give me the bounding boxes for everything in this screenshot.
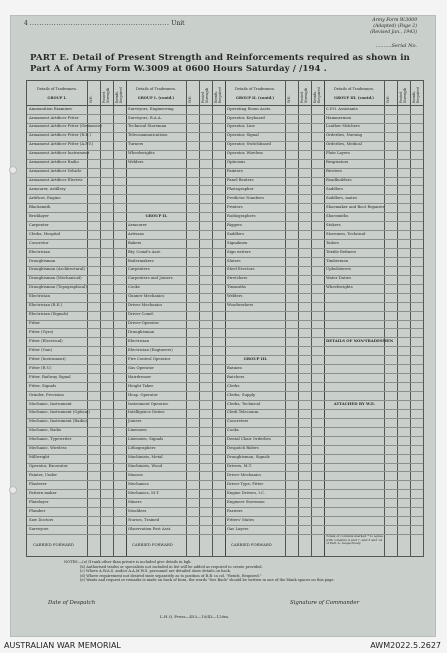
tradesman-entry: Cooks: [227, 427, 239, 433]
table-row: [324, 409, 423, 410]
tradesman-entry: Sign writers: [227, 248, 251, 254]
table-row: [324, 498, 423, 499]
punch-hole-top: [9, 166, 17, 174]
tradesman-entry: ATTACHED BY W.E.: [333, 400, 376, 406]
tradesman-entry: Wheelwrights: [326, 284, 353, 290]
tradesman-entry: Bakers: [128, 239, 142, 245]
tradesman-entry: Operator, Signal: [227, 132, 259, 138]
table-row: [324, 454, 423, 455]
subcolumn-divider: [186, 81, 187, 556]
tradesman-entry: Bty. Comd's Asst.: [128, 248, 162, 254]
tradesman-entry: Machinists, Metal: [128, 454, 163, 460]
tradesman-entry: Joiners: [128, 418, 142, 424]
tradesman-entry: Concretor: [29, 239, 49, 245]
tradesman-entry: Saddlers, mates: [326, 194, 357, 200]
subcolumn-header: Reinfs. Required: [214, 87, 222, 103]
column-group: GROUP I. (contd.): [137, 96, 175, 100]
tradesman-entry: Armament Artificer Vehicle: [29, 168, 82, 174]
table-row: [324, 516, 423, 517]
tradesman-entry: Operator, Wireless: [227, 150, 263, 156]
unit-mark: 4: [24, 20, 28, 27]
tradesman-entry: Armament Artificer Instrument: [29, 150, 90, 156]
archive-caption-left: AUSTRALIAN WAR MEMORIAL: [4, 641, 121, 650]
tradesman-entry: Steel Erectors: [227, 266, 255, 272]
subcolumn-divider: [384, 81, 385, 556]
table-row: [324, 463, 423, 464]
table-row: [324, 525, 423, 526]
tradesman-entry: Stokers: [326, 221, 341, 227]
tradesman-entry: Masons: [128, 472, 143, 478]
title-line-1: PART E. Detail of Present Strength and Reinforcements required as shown in: [30, 53, 410, 63]
block-divider: [324, 81, 325, 556]
tradesman-entry: Fitter (Gun): [29, 346, 53, 352]
punch-hole-bottom: [9, 486, 17, 494]
tradesman-entry: Operator, Excavator: [29, 463, 68, 469]
carried-forward-label: CARRIED FORWARD: [132, 542, 173, 547]
subcolumn-header: Reinfs. Required: [412, 87, 420, 103]
tradesman-entry: Stretchers: [227, 275, 248, 281]
column-heading: Details of Tradesmen.: [36, 87, 78, 91]
tradesman-entry: Driver-Operator: [128, 320, 160, 326]
tradesman-entry: Linesmen, Signals: [128, 436, 164, 442]
table-row: [126, 168, 225, 169]
table-row: [324, 418, 423, 419]
tradesman-entry: Mechanic, Instrument: [29, 400, 72, 406]
table-row: [126, 203, 225, 204]
tradesman-entry: Riggers: [227, 221, 242, 227]
table-row: [126, 185, 225, 186]
tradesman-entry: Concreters: [227, 418, 249, 424]
subcolumn-header: Posted Strength: [399, 87, 407, 103]
tradesman-entry: Roadbuilders: [326, 177, 352, 183]
tradesman-entry: Upholsterers: [326, 266, 352, 272]
tradesman-entry: Orderlies, Medical: [326, 141, 362, 147]
tradesman-entry: GROUP II.: [145, 212, 168, 218]
tradesman-entry: Gas Layers: [227, 525, 249, 531]
subcolumn-header: Posted Strength: [102, 87, 110, 103]
tradesman-entry: Draughtsman (Mechanical): [29, 275, 82, 281]
column-heading: Details of Tradesmen.: [135, 87, 177, 91]
tradesman-entry: GROUP III.: [243, 355, 268, 361]
form-id-line: (Revised Jan., 1943): [370, 30, 417, 35]
subcolumn-header: Posted Strength: [300, 87, 308, 103]
table-row: [324, 302, 423, 303]
column-heading: Details of Tradesmen.: [333, 87, 375, 91]
notes-block: [64, 560, 394, 583]
tradesman-entry: Draughtsman, Signals: [227, 454, 270, 460]
tradesman-entry: Electrician: [29, 248, 50, 254]
tradesman-entry: Operator, Switchboard: [227, 141, 271, 147]
tradesman-entry: Armourer: [128, 221, 147, 227]
subcolumn-header: Posted Strength: [201, 87, 209, 103]
tradesman-entry: Water Duties: [326, 275, 352, 281]
subcolumn-divider: [298, 81, 299, 556]
tradesman-entry: Gas Operator: [128, 364, 154, 370]
subcolumn-divider: [410, 81, 411, 556]
subcolumn-header: W.E.: [89, 95, 93, 103]
tradesman-entry: Printers: [227, 203, 243, 209]
tradesman-entry: Draughtsman (Topographical): [29, 284, 87, 290]
tradesman-entry: Electrician (Signals): [29, 311, 69, 317]
subcolumn-divider: [212, 81, 213, 556]
archive-caption-right: AWM2022.5.2627: [370, 641, 441, 650]
press-imprint: L.H.Q. Press—453—10/43—120m.: [160, 614, 230, 619]
tradesman-entry: Intelligence Duties: [128, 409, 165, 415]
table-row: [324, 471, 423, 472]
table-row: [27, 534, 126, 535]
tradesman-entry: Wheelwrights: [128, 150, 155, 156]
tradesman-entry: Textile Refiners: [326, 248, 357, 254]
note-line: (e) Wants and request or remarks is made on back of form, the words "See Back" should be written in one of the blank spaces on this page.: [80, 578, 335, 583]
table-row: [324, 507, 423, 508]
tradesman-entry: Fitter (Electrical): [29, 337, 63, 343]
table-row: [324, 328, 423, 329]
tradesman-entry: Electrician (R.E.): [29, 302, 63, 308]
tradesman-entry: Slaters: [227, 257, 241, 263]
tradesman-entry: Electrician (Engineers): [128, 346, 173, 352]
tradesman-entry: Blacksmith: [29, 203, 51, 209]
tradesman-entry: Artisans: [128, 230, 144, 236]
tradesman-entry: Nurses, Trained: [128, 516, 160, 522]
column-heading: Details of Tradesmen.: [234, 87, 276, 91]
tradesman-entry: Armourer, Artillery: [29, 186, 66, 192]
tradesman-entry: DETAILS OF NON-TRADESMEN: [326, 337, 394, 343]
tradesman-entry: Moulders: [128, 507, 147, 513]
note-line: (c) Where A.W.A.S. and/or A.A.M.W.S. personnel are detailed show details on back.: [80, 569, 231, 574]
tradesman-entry: Respirators: [326, 159, 349, 165]
tradesman-entry: Telecommunications: [128, 132, 168, 138]
tradesman-entry: Armament Artificer Fitter (A.F.V.): [29, 141, 94, 147]
tradesman-entry: Saw Doctors: [29, 516, 54, 522]
tradesman-entry: Plumber: [29, 507, 46, 513]
column-group: GROUP III. (contd.): [334, 96, 374, 100]
table-row: [225, 346, 324, 347]
tradesman-entry: Carpenters and Joiners: [128, 275, 173, 281]
tradesman-entry: Draughtsman: [128, 329, 155, 335]
tradesman-entry: Clerk Telecomm.: [227, 409, 260, 415]
tradesman-entry: Armament Artificer Fitter (R.E.): [29, 132, 91, 138]
tradesman-entry: Artificer, Engine: [29, 194, 61, 200]
tradesman-entry: Saddlers: [227, 230, 244, 236]
tradesman-entry: Timbermen: [326, 257, 349, 263]
subcolumn-header: Reinfs. Required: [115, 87, 123, 103]
unit-line: [24, 20, 185, 27]
tradesman-entry: Fitter, Railway Signal: [29, 373, 71, 379]
subcolumn-header: W.E.: [287, 95, 291, 103]
tradesman-entry: Fitter: [29, 320, 40, 326]
title-line-2: Part A of Army Form W.3009 at 0600 Hours Saturday / /194 .: [30, 64, 327, 74]
tradesman-entry: Photographer: [227, 186, 254, 192]
tradesman-entry: Woodworkers: [227, 302, 254, 308]
tradesman-entry: Armament Artificer Fitter: [29, 114, 79, 120]
tradesman-entry: Clerks, Hospital: [29, 230, 61, 236]
tradesman-entry: Radiographers: [227, 212, 256, 218]
totals-note: Totals of columns marked * to agree with columns 4 and 7, and 3 and 14 of Part A, respectively.: [326, 534, 383, 546]
table-row: [324, 346, 423, 347]
subcolumn-divider: [397, 81, 398, 556]
tradesman-entry: Cooks: [128, 284, 140, 290]
tradesman-entry: Surveyors: [29, 525, 49, 531]
tradesman-entry: Fitter (R.V.): [29, 364, 52, 370]
tradesman-entry: Armament Artificer Fitter (Ordnance): [29, 123, 102, 129]
tradesman-entry: Predictor Numbers: [227, 194, 265, 200]
tradesman-entry: Plate Layers: [326, 150, 350, 156]
tradesman-entry: Miners: [128, 498, 142, 504]
tradesman-entry: Engineer Storemen: [227, 498, 265, 504]
table-row: [324, 436, 423, 437]
tradesman-entry: Driver Mechanics: [227, 472, 262, 478]
tradesman-entry: Electrician: [128, 337, 149, 343]
tradesman-entry: Platelayer: [29, 498, 49, 504]
subcolumn-divider: [311, 81, 312, 556]
tradesman-entry: Draughtsman: [29, 257, 56, 263]
tradesman-entry: Fitter (Gyro): [29, 329, 54, 335]
tradesman-entry: Tinsmiths: [227, 284, 246, 290]
tradesman-entry: Orderlies, Nursing: [326, 132, 363, 138]
table-row: [225, 337, 324, 338]
tradesman-entry: Ammunition Examiner: [29, 105, 73, 111]
tradesman-entry: Grinder, Precision: [29, 391, 64, 397]
table-row: [126, 534, 225, 535]
subcolumn-header: W.E.: [188, 95, 192, 103]
tradesman-entry: Observation Post Asst.: [128, 525, 172, 531]
tradesman-entry: Driver Mechanics: [128, 302, 163, 308]
column-group: GROUP I.: [47, 96, 67, 100]
serial-number-label: ..........Serial No.: [375, 43, 417, 49]
tradesman-entry: Electrician: [29, 293, 50, 299]
tradesman-entry: Clerks, Supply: [227, 391, 256, 397]
tradesman-entry: Despatch Riders: [227, 445, 259, 451]
note-line: (b) Authorised trades or specialists not included in list will be added as required to create provided.: [80, 564, 263, 569]
subcolumn-divider: [285, 81, 286, 556]
tradesman-entry: Storemen, Technical: [326, 230, 366, 236]
tradesman-entry: Mechanic, Wireless: [29, 445, 67, 451]
tradesman-entry: Batmen: [227, 364, 242, 370]
tradesman-entry: Carpenter: [29, 221, 49, 227]
tradesman-entry: Welders: [128, 159, 144, 165]
tradesman-entry: Panel Beaters: [227, 177, 254, 183]
tradesman-entry: Turners: [128, 141, 144, 147]
tradesman-entry: Operating Room Assts.: [227, 105, 272, 111]
tradesman-entry: Machinists, Wood: [128, 463, 163, 469]
tradesman-entry: Signalmen: [227, 239, 248, 245]
tradesman-entry: Shoesmiths: [326, 212, 349, 218]
tradesman-entry: Mechanics, M.T.: [128, 489, 160, 495]
tradesman-entry: Dental Chair Orderlies: [227, 436, 271, 442]
tradesman-entry: Mechanics: [128, 480, 149, 486]
tradesman-entry: Mechanic, Instrument (Optical): [29, 409, 90, 415]
tradesman-entry: Hammermen: [326, 114, 352, 120]
tradesman-entry: Pattern maker: [29, 489, 57, 495]
unit-dotted-line: ..........................................................: [29, 20, 170, 27]
signature-label: Signature of Commander: [290, 600, 360, 606]
tradesman-entry: Mechanic, Typewriter: [29, 436, 72, 442]
tradesman-entry: Hairdresser: [128, 373, 152, 379]
subcolumn-header: Reinfs. Required: [313, 87, 321, 103]
table-row: [324, 427, 423, 428]
tradesman-entry: Draughtsman (Architectural): [29, 266, 85, 272]
tradesman-entry: Welders: [227, 293, 243, 299]
subcolumn-header: W.E.: [386, 95, 390, 103]
table-row: [324, 445, 423, 446]
form-id-line: (Adapted) (Page 2): [373, 24, 417, 29]
tradesman-entry: Fire Control Operator: [128, 355, 171, 361]
tradesman-entry: Clerks, Technical: [227, 400, 261, 406]
strength-table: [26, 80, 424, 557]
tradesman-entry: Surveyors, R.A.A.: [128, 114, 162, 120]
tradesman-entry: Riveters: [326, 168, 343, 174]
note-line: NOTES.—(a) If rank other than private is included give details in bgk.: [64, 560, 192, 564]
tradesman-entry: Mechanic, Radio: [29, 427, 62, 433]
tradesman-entry: Armament Artificer Radio: [29, 159, 79, 165]
tradesman-entry: Opticians: [227, 159, 246, 165]
tradesman-entry: Operator, Keyboard: [227, 114, 265, 120]
tradesman-entry: Fitters' Mates: [227, 516, 255, 522]
table-row: [324, 489, 423, 490]
tradesman-entry: Painters: [227, 168, 243, 174]
date-of-despatch-label: Date of Despatch: [48, 600, 96, 606]
table-row: [225, 311, 324, 312]
tradesman-entry: Farriers: [227, 507, 243, 513]
tradesman-entry: Carpenters: [128, 266, 150, 272]
serial-label-text: Serial No.: [391, 43, 417, 49]
tradesman-entry: Plasterer: [29, 480, 47, 486]
table-row: [324, 311, 423, 312]
tradesman-entry: Bricklayer: [29, 212, 49, 218]
column-group: GROUP II. (contd.): [235, 96, 275, 100]
tradesman-entry: Fitter, Signals: [29, 382, 57, 388]
tradesman-entry: Saddlers: [326, 186, 343, 192]
table-row: [324, 355, 423, 356]
tradesman-entry: Hosp. Operator: [128, 391, 158, 397]
table-row: [225, 328, 324, 329]
form-identifier: [370, 18, 417, 36]
tradesman-entry: Drivers, M.T.: [227, 463, 252, 469]
tradesman-entry: Driver Type, Fitter: [227, 480, 264, 486]
table-row: [126, 177, 225, 178]
unit-label: Unit: [171, 20, 185, 27]
tradesman-entry: Engine Drivers, I.C.: [227, 489, 266, 495]
carried-forward-label: CARRIED FORWARD: [231, 542, 272, 547]
tradesman-entry: Clerks: [227, 382, 240, 388]
tradesman-entry: Butchers: [227, 373, 245, 379]
subcolumn-divider: [100, 81, 101, 556]
tradesman-entry: Boilermakers: [128, 257, 154, 263]
table-row: [225, 320, 324, 321]
tradesman-entry: Leather Stitchers: [326, 123, 360, 129]
tradesman-entry: Mechanic, Instrument (Radio): [29, 418, 87, 424]
block-divider: [225, 81, 226, 556]
table-row: [225, 534, 324, 535]
tradesman-entry: C.P.O. Assistants: [326, 105, 358, 111]
tradesman-entry: Technical Storeman: [128, 123, 167, 129]
tradesman-entry: Armament Artificer Electric: [29, 177, 83, 183]
block-divider: [126, 81, 127, 556]
tradesman-entry: Linesmen: [128, 427, 147, 433]
note-line: (d) Where requirement not desired state separately as to position of R.B. in col. "Reinfs. Required.": [80, 573, 262, 578]
tradesman-entry: Painter, Under: [29, 472, 58, 478]
table-row: [324, 364, 423, 365]
subcolumn-divider: [199, 81, 200, 556]
table-row: [126, 194, 225, 195]
table-row: [324, 382, 423, 383]
tradesman-entry: Gunner Mechanics: [128, 293, 165, 299]
tradesman-entry: Shoemaker and Boot Repairer: [326, 203, 385, 209]
table-row: [324, 320, 423, 321]
table-row: [324, 293, 423, 294]
form-id-line: Army Form W.3009: [372, 18, 417, 23]
tradesman-entry: Millwright: [29, 454, 50, 460]
table-row: [324, 391, 423, 392]
carried-forward-label: CARRIED FORWARD: [33, 542, 74, 547]
tradesman-entry: Lithographers: [128, 445, 156, 451]
subcolumn-divider: [113, 81, 114, 556]
tradesman-entry: Fitter (Instrument): [29, 355, 66, 361]
table-row: [324, 480, 423, 481]
table-row: [324, 373, 423, 374]
tradesman-entry: Instrument Operator: [128, 400, 169, 406]
tradesman-entry: Surveyors, Engineering: [128, 105, 174, 111]
tradesman-entry: Height Taker: [128, 382, 154, 388]
tradesman-entry: Driver Comd.: [128, 311, 154, 317]
form-title: [30, 53, 410, 75]
tradesman-entry: Operator, Line: [227, 123, 255, 129]
tradesman-entry: Tailors: [326, 239, 339, 245]
